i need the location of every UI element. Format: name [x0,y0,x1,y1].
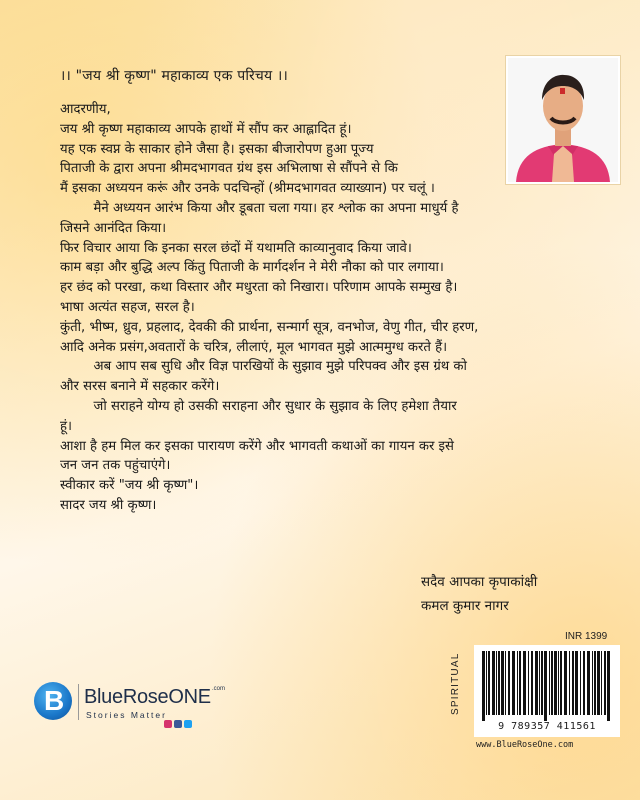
logo-divider [78,684,79,720]
body-line: यह एक स्वप्न के साकार होने जैसा है। इसका बीजारोपण हुआ पूज्य [60,141,374,157]
website: www.BlueRoseOne.com [476,740,574,750]
barcode-bar [512,651,515,715]
body-line: आदरणीय, [60,102,111,117]
barcode-bar [587,651,590,715]
body-line: काम बड़ा और बुद्धि अल्प किंतु पिताजी के मार्गदर्शन ने मेरी नौका को पार लगाया। [60,260,444,276]
barcode-bar [517,651,518,715]
signoff [421,570,537,618]
social-icons [164,720,204,730]
publisher-name: BlueRoseONE [84,686,211,708]
body-line: और सरस बनाने में सहकार करेंगे। [60,379,220,395]
barcode-bar [482,651,485,721]
barcode-bar [544,651,547,721]
barcode-bar [498,651,500,715]
barcode-bar [580,651,581,715]
barcode-bar [519,651,521,715]
signoff-author-name: कमल कुमार नागर [421,598,509,614]
body-line: फिर विचार आया कि इनका सरल छंदों में यथामति काव्यानुवाद किया जावे। [60,240,412,256]
barcode-bar [496,651,497,715]
barcode-bar [583,651,585,715]
barcode-bar [560,651,562,715]
price: INR 1399 [565,631,608,642]
barcode-bar [486,651,487,715]
barcode-bar [592,651,593,715]
instagram-icon [164,720,172,728]
publisher-mark-icon: B [34,682,72,720]
body-line: पिताजी के द्वारा अपना श्रीमदभागवत ग्रंथ इस अभिलाषा से सौंपने से कि [60,161,398,177]
barcode-bar [539,651,540,715]
facebook-icon [174,720,182,728]
body-line: कुंती, भीष्म, ध्रुव, प्रहलाद, देवकी की प्रार्थना, सन्मार्ग सूत्र, वनभोज, वेणु गीत, चीर हरण, [60,319,479,335]
isbn-number: 9 789357 411561 [498,721,596,732]
barcode-bar [551,651,553,715]
body-line: जिसने आनंदित किया। [60,220,167,236]
publisher-domain: .com [212,686,226,692]
barcode-bar [541,651,543,715]
body-line: जो सराहने योग्य हो उसकी सराहना और सुधार के सुझाव के लिए हमेशा तैयार [60,398,457,414]
barcode-bar [492,651,495,715]
barcode-bar [505,651,506,715]
body-line: हर छंद को परखा, कथा विस्तार और मधुरता को निखारा। परिणाम आपके सम्मुख है। [60,280,458,296]
body-line: सादर जय श्री कृष्ण। [60,497,157,513]
body-line: आशा है हम मिल कर इसका पारायण करेंगे और भागवती कथाओं का गायन कर इसे [60,438,454,454]
body-line: मैने अध्ययन आरंभ किया और डूबता चला गया। हर श्लोक का अपना माधुर्य है [60,200,459,216]
body-line: जन जन तक पहुंचाएंगे। [60,458,171,474]
barcode-bar [607,651,610,721]
barcode-bar [569,651,570,715]
barcode-bar [549,651,550,715]
body-line: मैं इसका अध्ययन करूं और उनके पदचिन्हों (श्रीमदभागवत व्याख्यान) पर चलूं । [60,181,435,197]
body-line: स्वीकार करें "जय श्री कृष्ण"। [60,478,199,494]
barcode-area [450,631,620,755]
barcode-bar [488,651,490,715]
barcode-bar [558,651,559,715]
publisher-logo [34,682,226,740]
barcode-bar [508,651,510,715]
barcode-bar [564,651,567,715]
barcode-bar [575,651,578,715]
barcode-bar [604,651,606,715]
body-line: हूं। [60,418,73,434]
barcode-bar [601,651,602,715]
barcode-bar [501,651,504,715]
category-label: SPIRITUAL [450,652,461,715]
signoff-line-1: सदैव आपका कृपाकांक्षी [421,574,538,590]
barcode-bar [528,651,529,715]
title: ।। "जय श्री कृष्ण" महाकाव्य एक परिचय ।। [60,68,289,84]
body-line: आदि अनेक प्रसंग,अवतारों के चरित्र, लीलाएं, मूल भागवत मुझे आत्ममुग्ध करते हैं। [60,339,448,355]
barcode-bar [597,651,600,715]
body-line: अब आप सब सुधि और विज्ञ पारखियों के सुझाव मुझे परिपक्व और इस ग्रंथ को [60,359,467,375]
barcode-bars [480,651,614,721]
body-line: जय श्री कृष्ण महाकाव्य आपके हाथों में सौंप कर आह्लादित हूं। [60,121,352,137]
body-line: भाषा अत्यंत सहज, सरल है। [60,299,195,315]
barcode [474,645,620,737]
barcode-bar [572,651,574,715]
barcode-bar [535,651,538,715]
barcode-bar [594,651,596,715]
publisher-tagline: Stories Matter [86,710,167,720]
barcode-bar [554,651,557,715]
barcode-bar [531,651,533,715]
twitter-icon [184,720,192,728]
barcode-bar [523,651,526,715]
body-text [60,100,590,516]
